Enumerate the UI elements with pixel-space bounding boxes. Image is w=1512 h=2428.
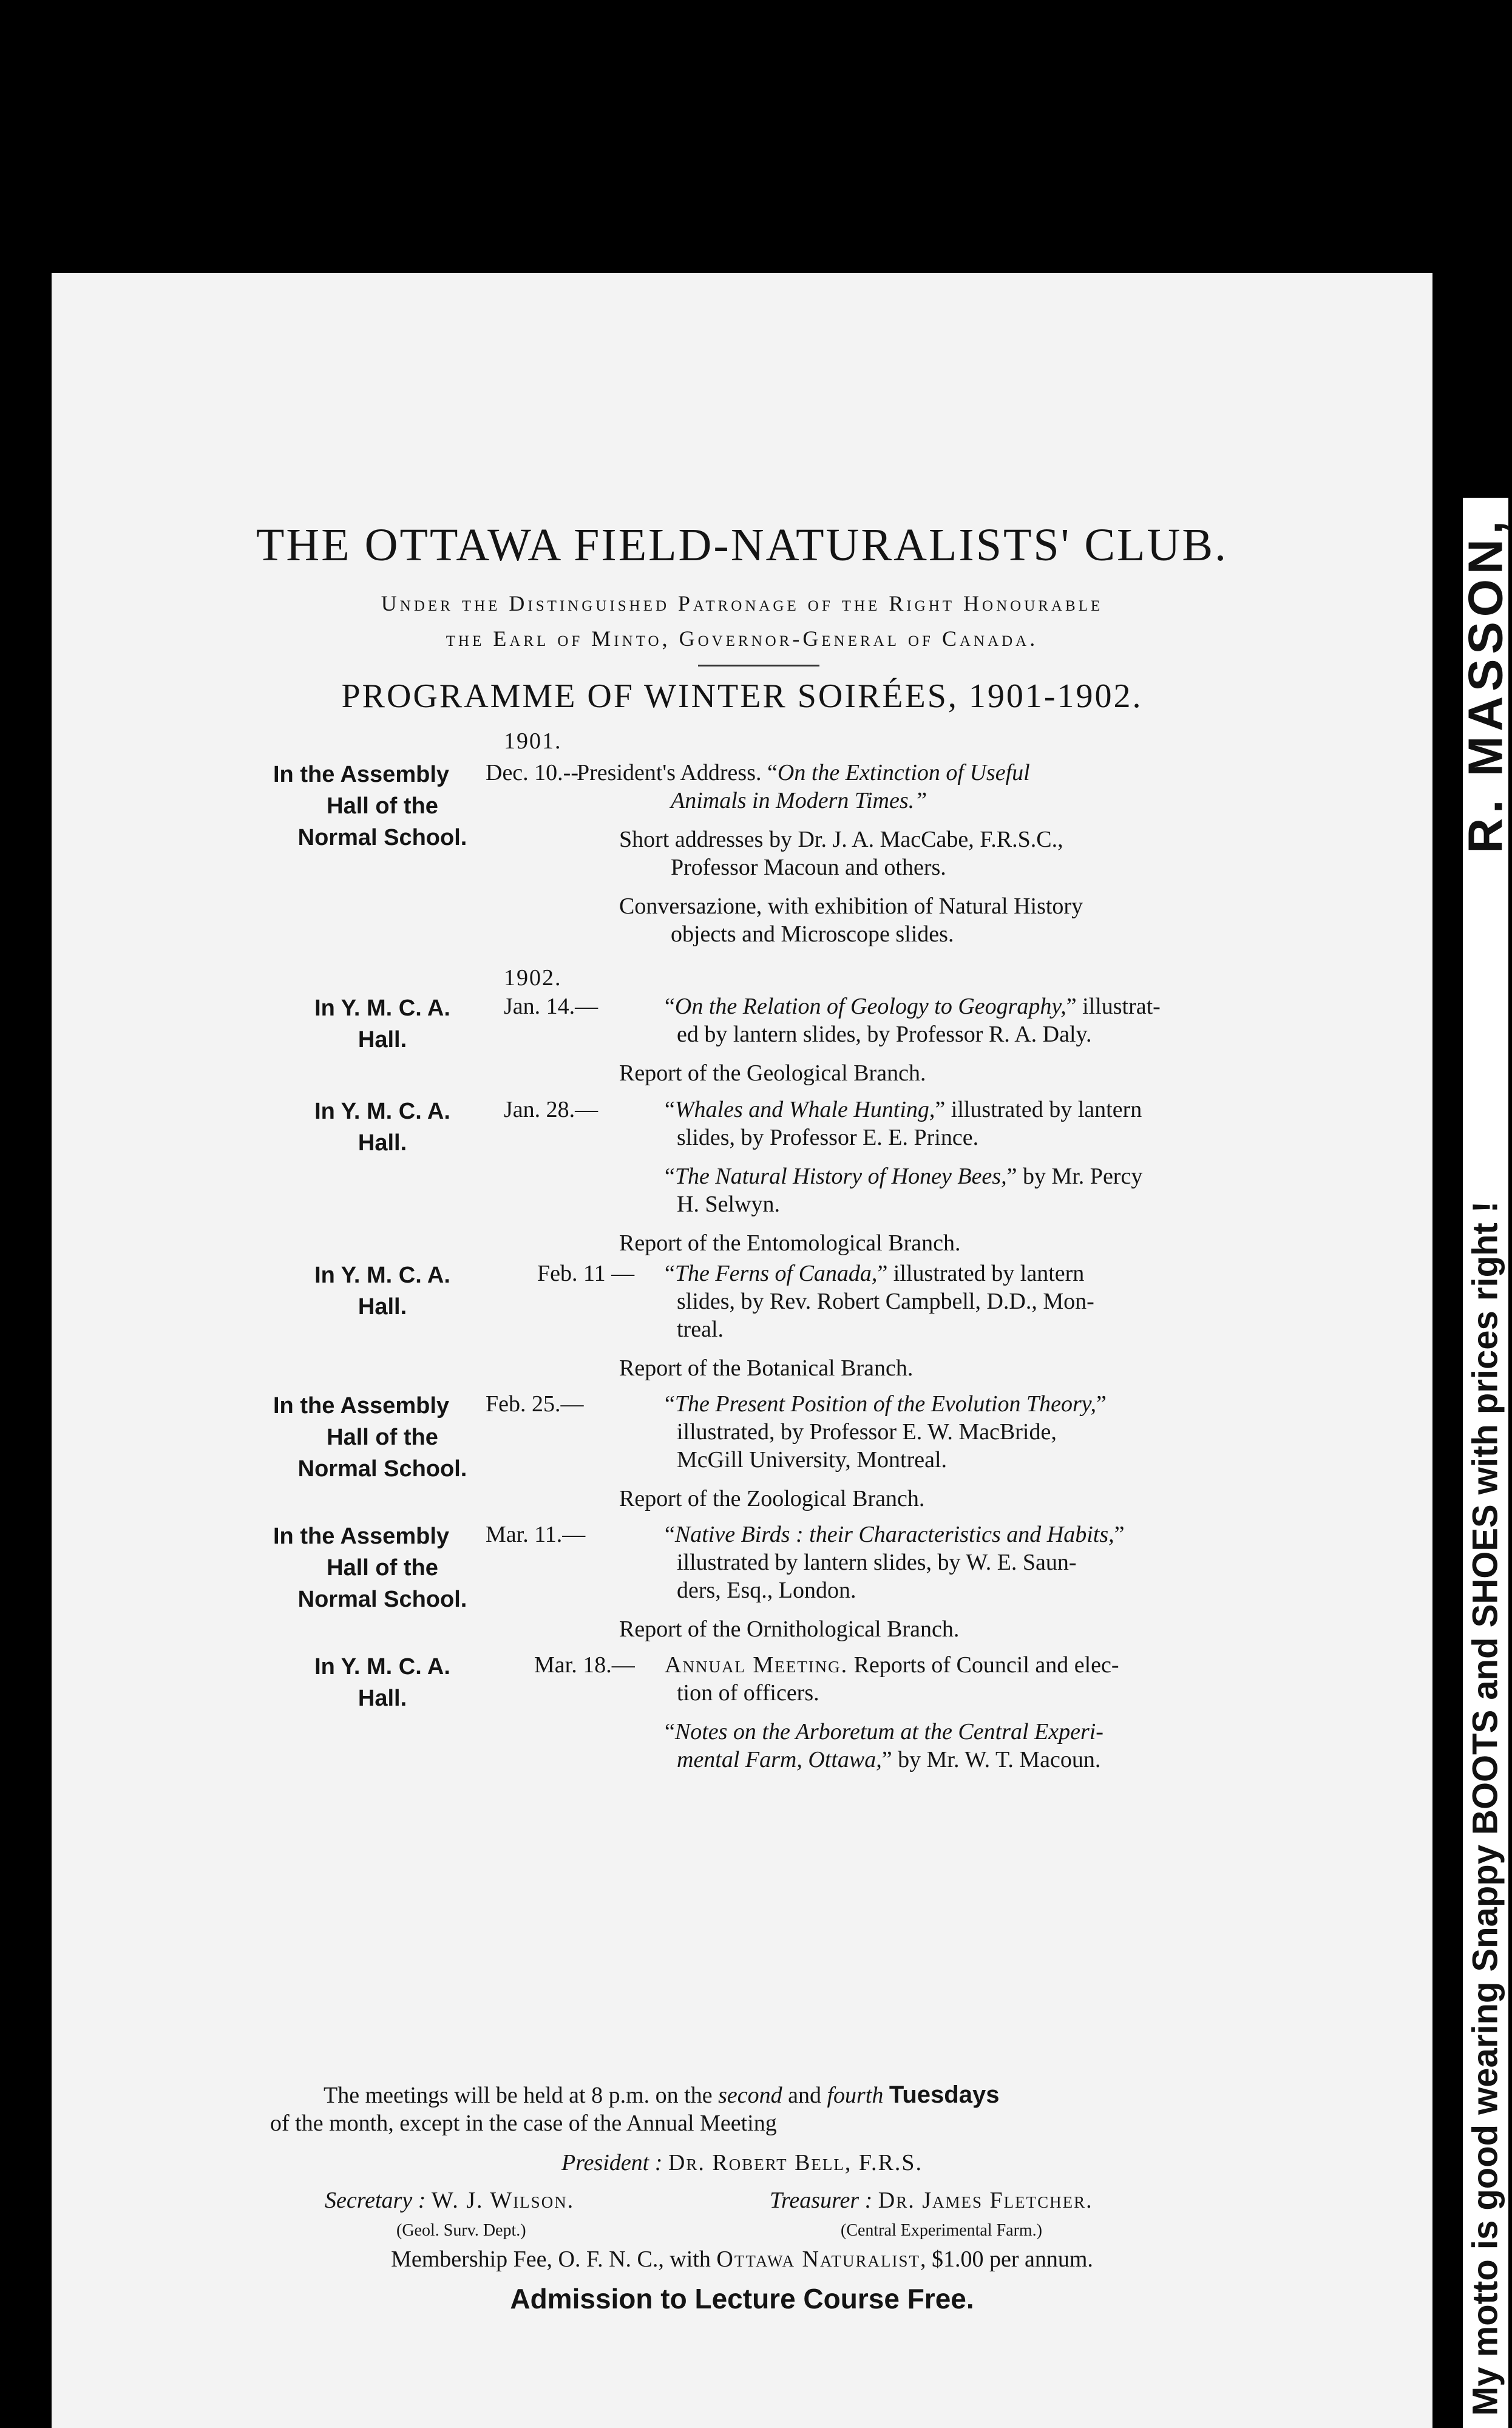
- event-date: Mar. 18.—: [534, 1652, 635, 1678]
- programme-page: [52, 273, 1432, 2428]
- event-date: Jan. 28.—: [504, 1097, 598, 1122]
- event-description: “The Present Position of the Evolution Theory,” illustrated, by Professor E. W. MacBride, McGill University, Montreal. Report of the Zoological Branch.: [619, 1391, 1107, 1511]
- venue: In the Assembly Hall of the Normal School.: [273, 1393, 467, 1482]
- venue: In Y. M. C. A. Hall.: [314, 995, 450, 1053]
- event-description: “Native Birds : their Characteristics and Habits,” illustrated by lantern slides, by W. E. Saun- ders, Esq., London. Report of the Ornithological Branch.: [619, 1522, 1125, 1642]
- event-date: Jan. 14.—: [504, 994, 598, 1019]
- event-description: Annual Meeting. Reports of Council and elec- tion of officers. “Notes on the Arboretum at the Central Experi- mental Farm, Ottawa,” by Mr. W. T. Macoun.: [665, 1652, 1119, 1772]
- event-description: “The Ferns of Canada,” illustrated by lantern slides, by Rev. Robert Campbell, D.D., Mon- treal. Report of the Botanical Branch.: [619, 1261, 1094, 1381]
- secretary-line: Secretary : W. J. Wilson.: [325, 2188, 575, 2213]
- advert-text: [1458, 498, 1512, 2428]
- venue: In the Assembly Hall of the Normal School.: [273, 1524, 467, 1612]
- divider-rule: [698, 665, 819, 666]
- event-description: “Whales and Whale Hunting,” illustrated by lantern slides, by Professor E. E. Prince. “The Natural History of Honey Bees,” by Mr. Percy H. Selwyn. Report of the Entomological Branch.: [619, 1097, 1143, 1256]
- event-date: Dec. 10.--: [486, 760, 578, 785]
- meetings-note: The meetings will be held at 8 p.m. on the second and fourth Tuesdays of the month, except in the case of the Annual Meeting: [270, 2081, 1000, 2136]
- patronage-line-1: Under the Distinguished Patronage of the Right Honourable: [381, 591, 1103, 615]
- event-description: President's Address. “On the Extinction of Useful Animals in Modern Times.” Short addresses by Dr. J. A. MacCabe, F.R.S.C., Professor Macoun and others. Conversazione, with exhibition of Natural History objects and Microscope slides.: [577, 760, 1083, 947]
- year-label-1901: 1901.: [504, 728, 562, 754]
- year-label-1902: 1902.: [504, 965, 562, 991]
- venue: In the Assembly Hall of the Normal School.: [273, 762, 467, 850]
- patronage-text: [52, 586, 1432, 656]
- treasurer-line: Treasurer : Dr. James Fletcher.: [770, 2188, 1093, 2213]
- membership-fee: Membership Fee, O. F. N. C., with Ottawa Naturalist, $1.00 per annum.: [391, 2247, 1093, 2272]
- advert-name: R. MASSON,: [1458, 516, 1512, 853]
- club-title: THE OTTAWA FIELD-NATURALISTS' CLUB.: [256, 520, 1229, 571]
- treasurer-department: (Central Experimental Farm.): [841, 2221, 1042, 2240]
- venue: In Y. M. C. A. Hall.: [314, 1099, 450, 1156]
- event-date: Feb. 11 —: [537, 1261, 635, 1286]
- venue: In Y. M. C. A. Hall.: [314, 1263, 450, 1320]
- event-date: Mar. 11.—: [486, 1522, 586, 1547]
- admission-notice: Admission to Lecture Course Free.: [510, 2283, 974, 2314]
- programme-heading: PROGRAMME OF WINTER SOIRÉES, 1901-1902.: [341, 677, 1143, 715]
- event-date: Feb. 25.—: [486, 1391, 584, 1417]
- tuesdays-label: Tuesdays: [889, 2081, 1000, 2108]
- venue: In Y. M. C. A. Hall.: [314, 1654, 450, 1711]
- president-line: President : Dr. Robert Bell, F.R.S.: [561, 2150, 923, 2175]
- patronage-line-2: the Earl of Minto, Governor-General of Canada.: [446, 626, 1039, 651]
- event-description: “On the Relation of Geology to Geography,” illustrat- ed by lantern slides, by Professor R. A. Daly. Report of the Geological Branch.: [619, 994, 1161, 1086]
- advert-motto: My motto is good wearing Snappy BOOTS and SHOES with prices right !: [1465, 1201, 1505, 2416]
- secretary-department: (Geol. Surv. Dept.): [396, 2221, 526, 2240]
